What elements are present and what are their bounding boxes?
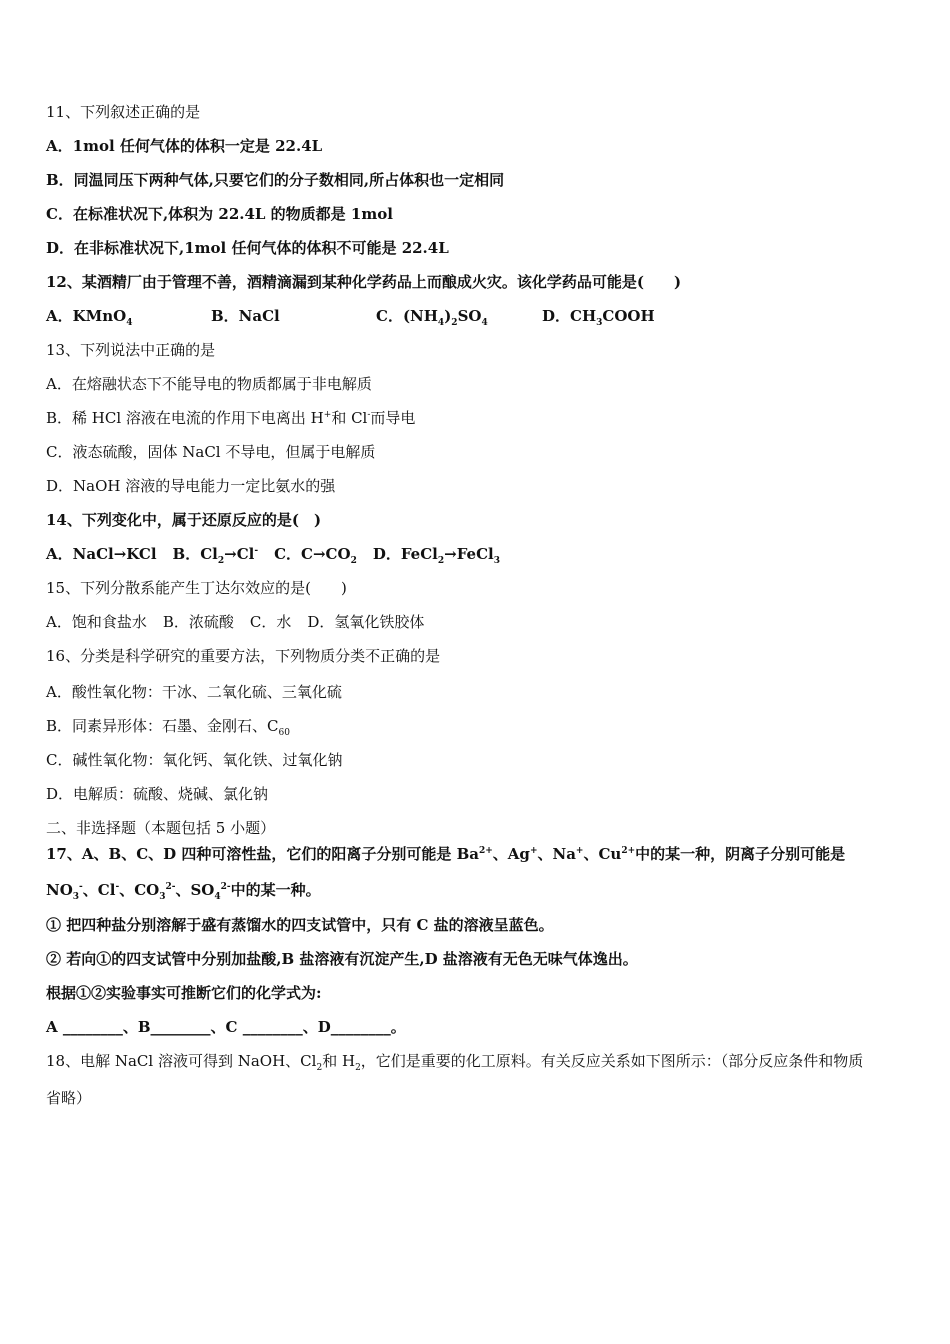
- q14-option-a: A．NaCl→KCl: [46, 545, 157, 563]
- q13-option-b: B．稀 HCl 溶液在电流的作用下电离出 H+和 Cl-而导电: [46, 409, 416, 427]
- q16-option-d: D．电解质：硫酸、烧碱、氯化钠: [46, 785, 269, 803]
- section-heading: 二、非选择题（本题包括 5 小题）: [46, 819, 276, 837]
- q12-option-c: C．$(NH_4)_2SO_4$: [376, 307, 488, 328]
- q16-option-c: C．碱性氧化物：氧化钙、氧化铁、过氧化钠: [46, 751, 343, 769]
- q16-option-a: A．酸性氧化物：干冰、二氧化硫、三氧化硫: [46, 683, 342, 701]
- q11-option-a: A．1mol 任何气体的体积一定是 22.4L: [46, 137, 323, 155]
- q17-step-2: ② 若向①的四支试管中分别加盐酸,B 盐溶液有沉淀产生,D 盐溶液有无色无味气体逸出。: [46, 950, 638, 968]
- q11-option-c: C．在标准状况下,体积为 22.4L 的物质都是 1mol: [46, 205, 393, 223]
- q17-prompt: 根据①②实验事实可推断它们的化学式为:: [46, 984, 322, 1002]
- q15-stem: 15、下列分散系能产生丁达尔效应的是( ): [46, 579, 347, 597]
- q11-option-d: D．在非标准状况下,1mol 任何气体的体积不可能是 22.4L: [46, 239, 449, 257]
- q15-option-a: A．饱和食盐水: [46, 613, 147, 631]
- q17-step-1: ① 把四种盐分别溶解于盛有蒸馏水的四支试管中，只有 C 盐的溶液呈蓝色。: [46, 916, 554, 934]
- q14-option-c: C．$C\to CO_2$: [274, 545, 357, 566]
- q14-option-b: B．$Cl_2\to Cl^-$: [172, 545, 259, 566]
- q18-line-1: 18、电解 NaCl 溶液可得到 NaOH、$Cl_2$和 $H_2$，它们是重要的化工原料。有关反应关系如下图所示：（部分反应条件和物质: [46, 1052, 864, 1073]
- q13-option-d: D．NaOH 溶液的导电能力一定比氨水的强: [46, 477, 336, 495]
- q15-option-b: B．浓硫酸: [162, 613, 234, 631]
- q16-stem: 16、分类是科学研究的重要方法，下列物质分类不正确的是: [46, 647, 441, 665]
- q16-option-b: B．同素异形体：石墨、金刚石、$C_{60}$: [46, 717, 290, 738]
- q17-line-1: 17、A、B、C、D 四种可溶性盐，它们的阳离子分别可能是 $Ba^{2+}$、Ag+、Na+、$Cu^{2+}$中的某一种，阴离子分别可能是: [46, 845, 846, 863]
- q14-stem: 14、下列变化中，属于还原反应的是( ): [46, 511, 322, 529]
- q11-option-b: B．同温同压下两种气体,只要它们的分子数相同,所占体积也一定相同: [46, 171, 505, 189]
- q12-options: [46, 306, 655, 326]
- q13-option-a: A．在熔融状态下不能导电的物质都属于非电解质: [46, 375, 372, 393]
- q11-stem: 11、下列叙述正确的是: [46, 103, 201, 121]
- q17-line-2: $NO_3^-$、Cl-、$CO_3^{2-}$、$SO_4^{2-}$中的某一种。: [46, 881, 321, 902]
- q17-answer-blanks: A ________、B________、C ________、D________。: [46, 1018, 406, 1036]
- q13-stem: 13、下列说法中正确的是: [46, 341, 216, 359]
- q12-option-d: D．$CH_3COOH$: [542, 307, 655, 328]
- q18-line-2: 省略）: [46, 1089, 92, 1107]
- q15-option-d: D．氢氧化铁胶体: [307, 613, 425, 631]
- q13-option-c: C．液态硫酸，固体 NaCl 不导电，但属于电解质: [46, 443, 376, 461]
- q14-options: [46, 544, 500, 564]
- q15-option-c: C．水: [249, 613, 292, 631]
- q12-option-a: A．KMnO$_4$: [46, 307, 133, 328]
- q15-options: [46, 612, 424, 632]
- q12-stem: 12、某酒精厂由于管理不善，酒精滴漏到某种化学药品上而酿成火灾。该化学药品可能是( ): [46, 273, 682, 291]
- q12-option-b: B．NaCl: [211, 307, 280, 325]
- q14-option-d: D．FeCl$_2$→FeCl$_3$: [372, 545, 500, 566]
